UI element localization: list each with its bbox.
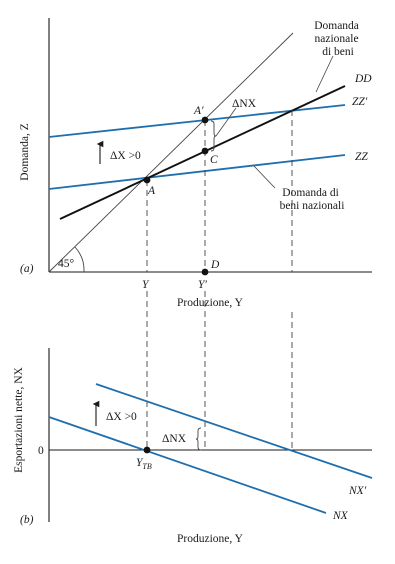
panel-a-x-tick-y-prime: Y′ (198, 279, 207, 291)
zz-prime-label: ZZ′ (352, 96, 368, 108)
domestic-demand-annotation: Domanda nazionale di beni (314, 20, 359, 58)
national-goods-leader (254, 166, 275, 188)
dd-label: DD (355, 73, 372, 85)
panel-b-delta-nx-bracket (196, 428, 201, 450)
point-a-prime (202, 117, 209, 124)
panel-b-zero-label: 0 (38, 445, 44, 457)
panel-b (13, 348, 372, 545)
panel-b-tag: (b) (20, 514, 34, 526)
domestic-demand-leader (316, 56, 333, 92)
panel-b-y-label: Esportazioni nette, NX (13, 367, 25, 473)
45-degree-arc (75, 247, 84, 272)
zz-label: ZZ (355, 151, 368, 163)
delta-nx-leader (216, 108, 236, 136)
zz-line (49, 155, 345, 189)
point-ytb (144, 447, 151, 454)
panel-b-delta-nx-label: ΔNX (162, 433, 187, 445)
delta-x-label: ΔX >0 (110, 150, 141, 162)
point-a-label: A (148, 185, 156, 197)
national-goods-annotation: Domanda di beni nazionali (279, 187, 345, 212)
point-d-label: D (211, 259, 220, 271)
point-c-label: C (210, 154, 218, 166)
point-d (202, 269, 209, 276)
panel-b-x-label: Produzione, Y (176, 533, 244, 545)
panel-b-delta-x-label: ΔX >0 (106, 411, 137, 423)
panel-a-tag: (a) (20, 263, 34, 275)
panel-a-x-tick-y: Y (142, 279, 149, 291)
panel-a-x-label: Produzione, Y (176, 297, 244, 309)
point-c (202, 148, 209, 155)
nx-label: NX (333, 510, 348, 522)
ytb-label: $Y_{TB}$ (136, 457, 152, 471)
delta-nx-label: ΔNX (232, 98, 257, 110)
angle-label: 45° (58, 258, 75, 270)
point-a-prime-label: A′ (194, 105, 204, 117)
panel-a-y-label: Domanda, Z (19, 123, 31, 181)
45-degree-line (49, 33, 293, 272)
point-a (144, 177, 151, 184)
nx-prime-label: NX′ (349, 485, 367, 497)
panel-a (19, 18, 372, 309)
nx-line (49, 417, 326, 513)
